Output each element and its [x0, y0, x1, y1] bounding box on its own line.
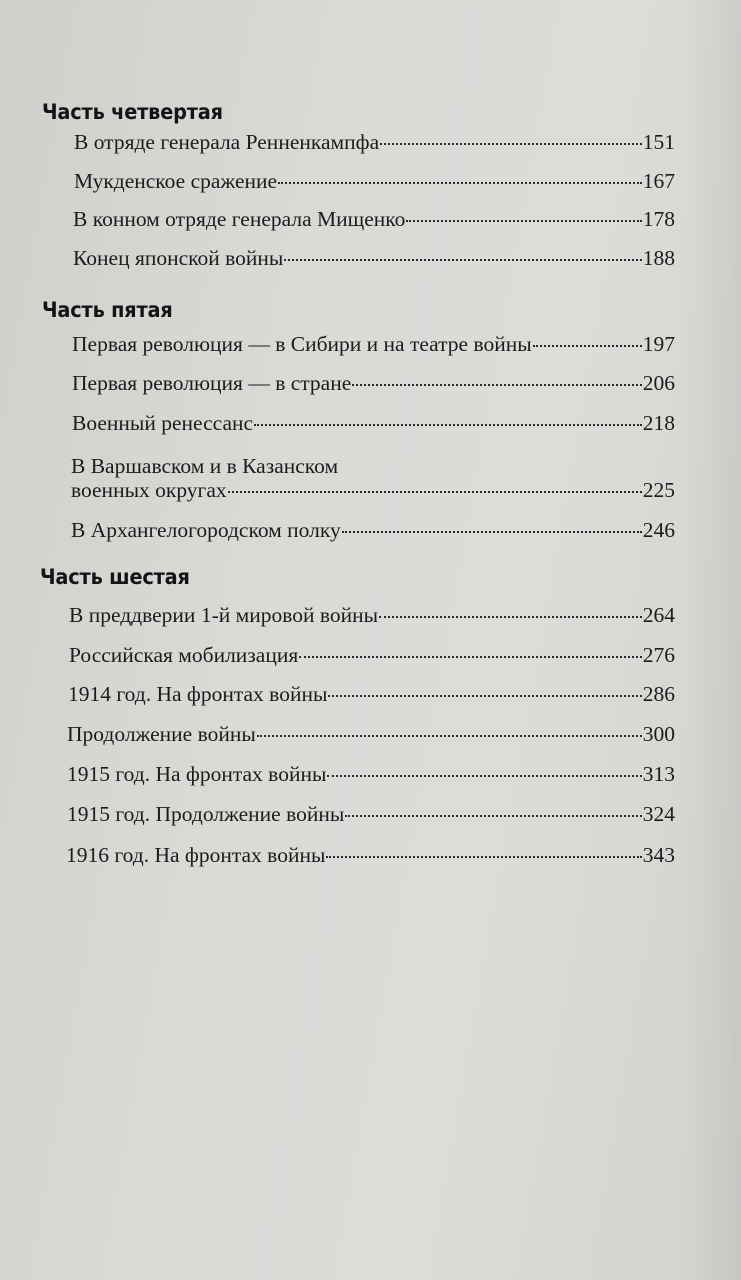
- page-number: 218: [642, 411, 675, 435]
- toc-entry[interactable]: [72, 332, 675, 356]
- toc-entry[interactable]: [71, 518, 675, 542]
- toc-entry[interactable]: [71, 454, 675, 502]
- toc-entry[interactable]: [72, 371, 675, 395]
- page-number: 324: [642, 802, 675, 826]
- leader-dots: [257, 735, 642, 737]
- toc-entry[interactable]: [72, 411, 675, 435]
- entry-title: В преддверии 1-й мировой войны: [69, 603, 379, 627]
- entry-title: Мукденское сражение: [74, 169, 278, 193]
- leader-dots: [326, 856, 641, 858]
- page-number: 225: [642, 478, 675, 502]
- entry-title: 1914 год. На фронтах войны: [68, 682, 328, 706]
- page-number: 206: [642, 371, 675, 395]
- page-number: 167: [642, 169, 675, 193]
- page-number: 151: [642, 130, 675, 154]
- entry-title-line2: военных округах: [71, 478, 227, 502]
- leader-dots: [284, 259, 641, 261]
- entry-title: Конец японской войны: [73, 246, 284, 270]
- page-number: 276: [642, 643, 675, 667]
- leader-dots: [299, 656, 642, 658]
- entry-title-line1: В Варшавском и в Казанском: [71, 454, 339, 478]
- leader-dots: [328, 695, 641, 697]
- part-heading: Часть пятая: [42, 298, 173, 322]
- page-number: 264: [642, 603, 675, 627]
- page-number: 246: [642, 518, 675, 542]
- leader-dots: [533, 345, 642, 347]
- page-number: 300: [642, 722, 675, 746]
- leader-dots: [345, 815, 641, 817]
- page-number: 343: [642, 843, 675, 867]
- toc-entry[interactable]: [74, 130, 675, 154]
- entry-title: 1915 год. На фронтах войны: [67, 762, 327, 786]
- toc-entry[interactable]: [68, 682, 675, 706]
- leader-dots: [342, 531, 642, 533]
- leader-dots: [228, 491, 642, 493]
- leader-dots: [278, 182, 642, 184]
- leader-dots: [379, 616, 642, 618]
- entry-title: В отряде генерала Ренненкампфа: [74, 130, 380, 154]
- part-heading: Часть шестая: [40, 565, 190, 589]
- page-number: 188: [642, 246, 675, 270]
- entry-title: Первая революция — в Сибири и на театре войны: [72, 332, 532, 356]
- page-number: 313: [642, 762, 675, 786]
- toc-entry[interactable]: [73, 207, 675, 231]
- toc-entry[interactable]: [69, 643, 675, 667]
- toc-entry[interactable]: [74, 169, 675, 193]
- leader-dots: [327, 775, 641, 777]
- toc-entry[interactable]: [73, 246, 675, 270]
- entry-title: Военный ренессанс: [72, 411, 254, 435]
- leader-dots: [380, 143, 642, 145]
- toc-entry[interactable]: [67, 722, 675, 746]
- page-number: 286: [642, 682, 675, 706]
- page-number: 197: [642, 332, 675, 356]
- entry-title: 1915 год. Продолжение войны: [67, 802, 345, 826]
- leader-dots: [406, 220, 641, 222]
- page-number: 178: [642, 207, 675, 231]
- entry-title: Продолжение войны: [67, 722, 256, 746]
- toc-entry[interactable]: [66, 843, 675, 867]
- entry-title: Первая революция — в стране: [72, 371, 352, 395]
- toc-entry[interactable]: [69, 603, 675, 627]
- entry-title: В Архангелогородском полку: [71, 518, 341, 542]
- toc-entry[interactable]: [67, 762, 675, 786]
- part-heading: Часть четвертая: [42, 100, 223, 124]
- toc-entry[interactable]: [67, 802, 675, 826]
- entry-title: Российская мобилизация: [69, 643, 299, 667]
- entry-title: 1916 год. На фронтах войны: [66, 843, 326, 867]
- leader-dots: [352, 384, 641, 386]
- leader-dots: [254, 424, 642, 426]
- entry-title: В конном отряде генерала Мищенко: [73, 207, 406, 231]
